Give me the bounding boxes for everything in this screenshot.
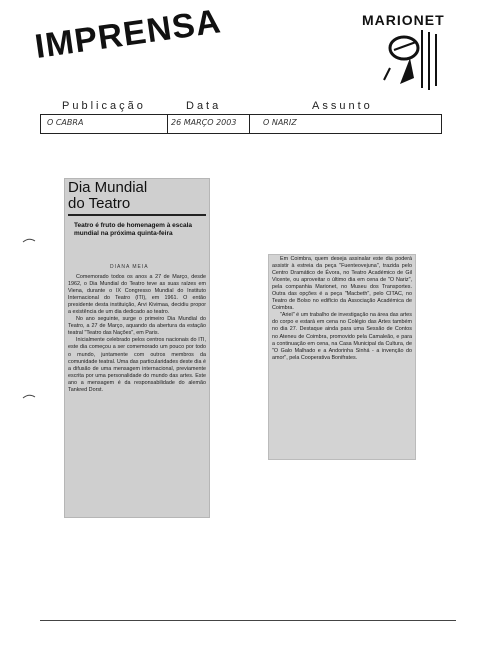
brand-name: MARIONET <box>362 12 445 28</box>
table-divider <box>167 115 168 133</box>
title-rule <box>68 214 206 216</box>
table-divider <box>249 115 250 133</box>
article-title <box>68 180 147 212</box>
data-value: 26 MARÇO 2003 <box>171 118 237 127</box>
marionet-logo-icon <box>380 28 440 98</box>
footer-rule <box>40 620 456 621</box>
article-column-1 <box>68 274 206 394</box>
newspaper-clipping-main <box>64 178 210 518</box>
record-table <box>40 114 442 134</box>
article-column-2 <box>272 256 412 362</box>
label-assunto: Assunto <box>312 100 373 112</box>
publicacao-value: O CABRA <box>47 118 84 127</box>
article-byline: DIANA MEIA <box>110 264 149 270</box>
margin-mark-icon <box>22 236 36 246</box>
paragraph: Em Coimbra, quem deseja assinalar este dia poderá assistir à estreia da peça "Fuenteovejuna", trazida pelo Centro Dramático de Évora, no Teatro Académico de Gil Vicente, ou aproveitar o último dia em cena de "O Nariz", pela companhia Marionet, no Museu dos Transportes. Outra das opções é a peça "Macbeth", pelo CITAC, no Teatro de Bolso no edifício da Associação Académica de Coimbra. <box>272 256 412 312</box>
label-data: Data <box>186 100 222 112</box>
paragraph: Comemorado todos os anos a 27 de Março, desde 1962, o Dia Mundial do Teatro teve as suas raízes em Viena, durante o IX Congresso Mundial do Instituto Internacional do Teatro (ITI), em 1961. O então presidente desta instituição, Arvi Kivimaa, decidiu propor a existência de um dia dedicado ao teatro. <box>68 274 206 316</box>
article-title-line1: Dia Mundial <box>68 179 148 196</box>
paragraph: No ano seguinte, surge o primeiro Dia Mundial do Teatro, a 27 de Março, aquando da abertura da estação teatral "Teatro das Nações", em Paris. <box>68 316 206 337</box>
paragraph: "Ariel" é um trabalho de investigação na área das artes do corpo e estará em cena no Colégio das Artes também no dia 27. Destaque ainda para uma Sessão de Contos no Ateneu de Coimbra, promovido pela Camaleão, e para a continuação em cena, na Casa Municipal da Cultura, de "O Galo Malhado e a Andorinha Sinhá - a invenção do amor", pela Cooperativa Bonifrates. <box>272 312 412 361</box>
article-title-line2: do Teatro <box>68 195 131 212</box>
label-publicacao: Publicação <box>62 100 146 112</box>
article-subtitle: Teatro é fruto de homenagem à escala mundial na próxima quinta-feira <box>74 222 192 237</box>
margin-mark-icon <box>22 392 36 402</box>
paragraph: Inicialmente celebrado pelos centros nacionais do ITI, este dia começou a ser comemorado um pouco por todo o mundo, juntamente com outros membros da comunidade teatral. Uma das particularidades deste dia é a difusão de uma mensagem internacional, previamente escrita por uma personalidade do mundo das artes. Este ano a mensagem é da responsabilidade do alemão Tankred Dorst. <box>68 337 206 393</box>
newspaper-clipping-continuation <box>268 254 416 460</box>
page-title: IMPRENSA <box>32 2 224 67</box>
assunto-value: O NARIZ <box>263 118 297 127</box>
